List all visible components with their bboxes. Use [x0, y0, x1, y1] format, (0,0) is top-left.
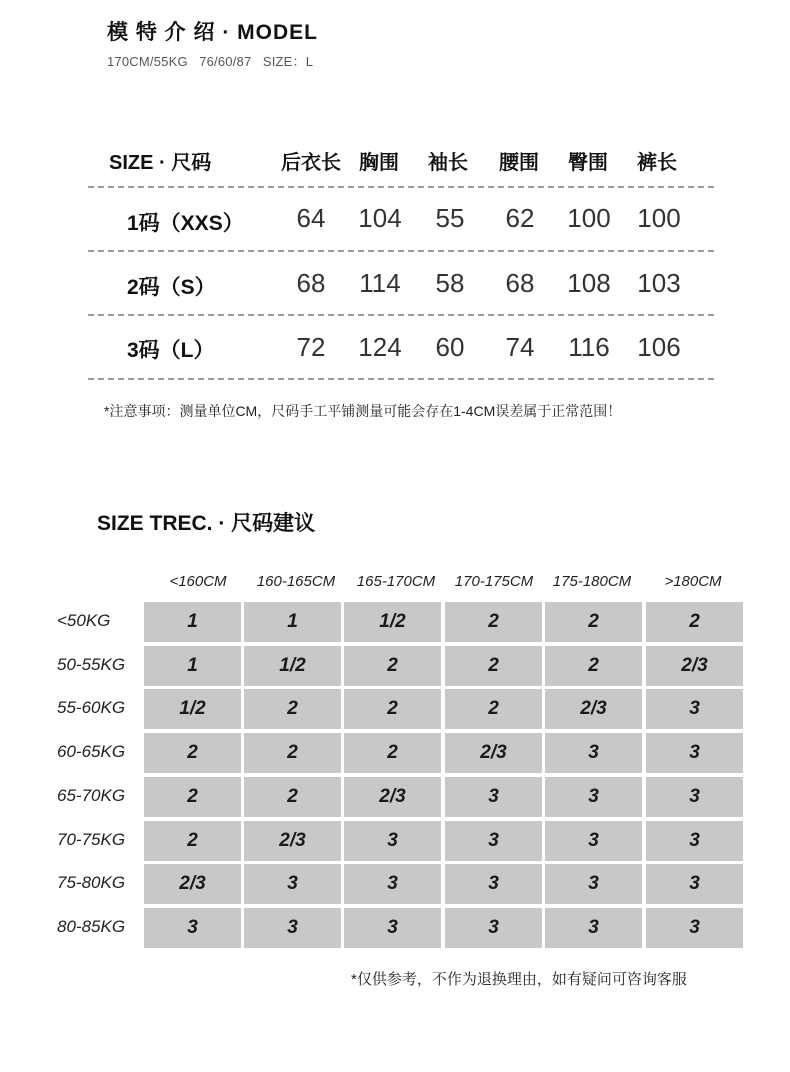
recommended-size-cell: 2 — [144, 777, 241, 817]
recommended-size-cell: 2 — [445, 602, 542, 642]
recommended-size-cell: 2/3 — [545, 689, 642, 729]
weight-row-label: 65-70KG — [57, 786, 126, 805]
weight-row-label: <50KG — [57, 611, 111, 630]
divider — [88, 314, 714, 316]
recommended-size-cell: 1 — [144, 602, 241, 642]
recommended-size-cell: 3 — [445, 777, 542, 817]
recommended-size-cell: 2 — [344, 689, 441, 729]
recommended-size-cell: 2 — [144, 821, 241, 861]
height-col-header: 170-175CM — [454, 573, 534, 590]
weight-row-label: 60-65KG — [57, 742, 126, 761]
size-cell: 68 — [296, 268, 326, 298]
recommended-size-cell: 3 — [144, 908, 241, 948]
recommended-size-cell: 2 — [344, 646, 441, 686]
recommended-size-cell: 1/2 — [144, 689, 241, 729]
size-col-header-length: 后衣长 — [281, 152, 341, 174]
measurement-note: *注意事项：测量单位CM，尺码手工平铺测量可能会存在1-4CM误差属于正常范围！ — [104, 403, 622, 419]
height-col-header: 165-170CM — [356, 573, 436, 590]
size-cell: 74 — [505, 332, 535, 362]
size-row-label: 2码（S） — [127, 276, 216, 299]
weight-row-label: 80-85KG — [57, 917, 126, 936]
size-cell: 100 — [637, 203, 681, 233]
size-row-label: 1码（XXS） — [127, 212, 244, 235]
recommended-size-cell: 3 — [646, 733, 743, 773]
recommended-size-cell: 3 — [344, 864, 441, 904]
recommended-size-cell: 3 — [545, 777, 642, 817]
height-col-header: >180CM — [664, 573, 722, 590]
recommended-size-cell: 2/3 — [344, 777, 441, 817]
size-cell: 72 — [296, 332, 326, 362]
height-col-header: <160CM — [169, 573, 227, 590]
recommended-size-cell: 3 — [545, 733, 642, 773]
recommended-size-cell: 3 — [646, 908, 743, 948]
recommended-size-cell: 2 — [646, 602, 743, 642]
size-col-header-hip: 臀围 — [568, 152, 608, 174]
recommended-size-cell: 2 — [144, 733, 241, 773]
recommended-size-cell: 3 — [545, 821, 642, 861]
size-row-label: 3码（L） — [127, 339, 215, 362]
divider — [88, 186, 714, 188]
recommended-size-cell: 2 — [445, 646, 542, 686]
height-col-header: 160-165CM — [256, 573, 336, 590]
recommended-size-cell: 1/2 — [244, 646, 341, 686]
recommended-size-cell: 3 — [646, 864, 743, 904]
size-cell: 64 — [296, 203, 326, 233]
recommended-size-cell: 1/2 — [344, 602, 441, 642]
recommended-size-cell: 3 — [646, 689, 743, 729]
size-col-header-pants-length: 裤长 — [637, 152, 677, 174]
recommended-size-cell: 3 — [344, 908, 441, 948]
recommended-size-cell: 2/3 — [646, 646, 743, 686]
recommended-size-cell: 3 — [545, 908, 642, 948]
recommended-size-cell: 2 — [244, 777, 341, 817]
recommended-size-cell: 1 — [144, 646, 241, 686]
size-cell: 103 — [637, 268, 681, 298]
height-col-header: 175-180CM — [552, 573, 632, 590]
size-cell: 68 — [505, 268, 535, 298]
recommended-size-cell: 1 — [244, 602, 341, 642]
weight-row-label: 50-55KG — [57, 655, 126, 674]
size-cell: 116 — [568, 332, 610, 362]
recommended-size-cell: 2 — [344, 733, 441, 773]
size-cell: 108 — [567, 268, 611, 298]
recommended-size-cell: 2/3 — [244, 821, 341, 861]
recommended-size-cell: 3 — [244, 908, 341, 948]
model-specs: 170CM/55KG 76/60/87 SIZE：L — [107, 54, 314, 69]
recommended-size-cell: 3 — [646, 777, 743, 817]
size-cell: 114 — [359, 268, 401, 298]
recommended-size-cell: 3 — [344, 821, 441, 861]
recommended-size-cell: 2 — [545, 646, 642, 686]
size-cell: 62 — [505, 203, 535, 233]
size-col-header-waist: 腰围 — [499, 152, 539, 174]
size-cell: 104 — [358, 203, 402, 233]
size-chart-title: SIZE · 尺码 — [109, 152, 212, 174]
recommended-size-cell: 2 — [244, 733, 341, 773]
size-col-header-sleeve: 袖长 — [428, 152, 468, 174]
weight-row-label: 70-75KG — [57, 830, 126, 849]
recommended-size-cell: 2/3 — [445, 733, 542, 773]
recommended-size-cell: 3 — [445, 864, 542, 904]
recommended-size-cell: 3 — [445, 821, 542, 861]
weight-row-label: 75-80KG — [57, 873, 126, 892]
recommended-size-cell: 2/3 — [144, 864, 241, 904]
recommended-size-cell: 2 — [445, 689, 542, 729]
size-cell: 55 — [435, 203, 465, 233]
recommendation-note: *仅供参考，不作为退换理由，如有疑问可咨询客服 — [351, 971, 687, 988]
weight-row-label: 55-60KG — [57, 698, 126, 717]
divider — [88, 250, 714, 252]
size-cell: 60 — [435, 332, 465, 362]
divider — [88, 378, 714, 380]
size-cell: 58 — [435, 268, 465, 298]
size-cell: 124 — [358, 332, 402, 362]
model-section-title: 模 特 介 绍 · MODEL — [107, 21, 318, 44]
size-cell: 106 — [637, 332, 681, 362]
recommended-size-cell: 3 — [445, 908, 542, 948]
size-recommendation-title: SIZE TREC. · 尺码建议 — [97, 512, 316, 535]
recommended-size-cell: 3 — [545, 864, 642, 904]
size-col-header-chest: 胸围 — [359, 152, 399, 174]
recommended-size-cell: 2 — [244, 689, 341, 729]
recommended-size-cell: 3 — [646, 821, 743, 861]
size-cell: 100 — [567, 203, 611, 233]
recommended-size-cell: 3 — [244, 864, 341, 904]
recommended-size-cell: 2 — [545, 602, 642, 642]
